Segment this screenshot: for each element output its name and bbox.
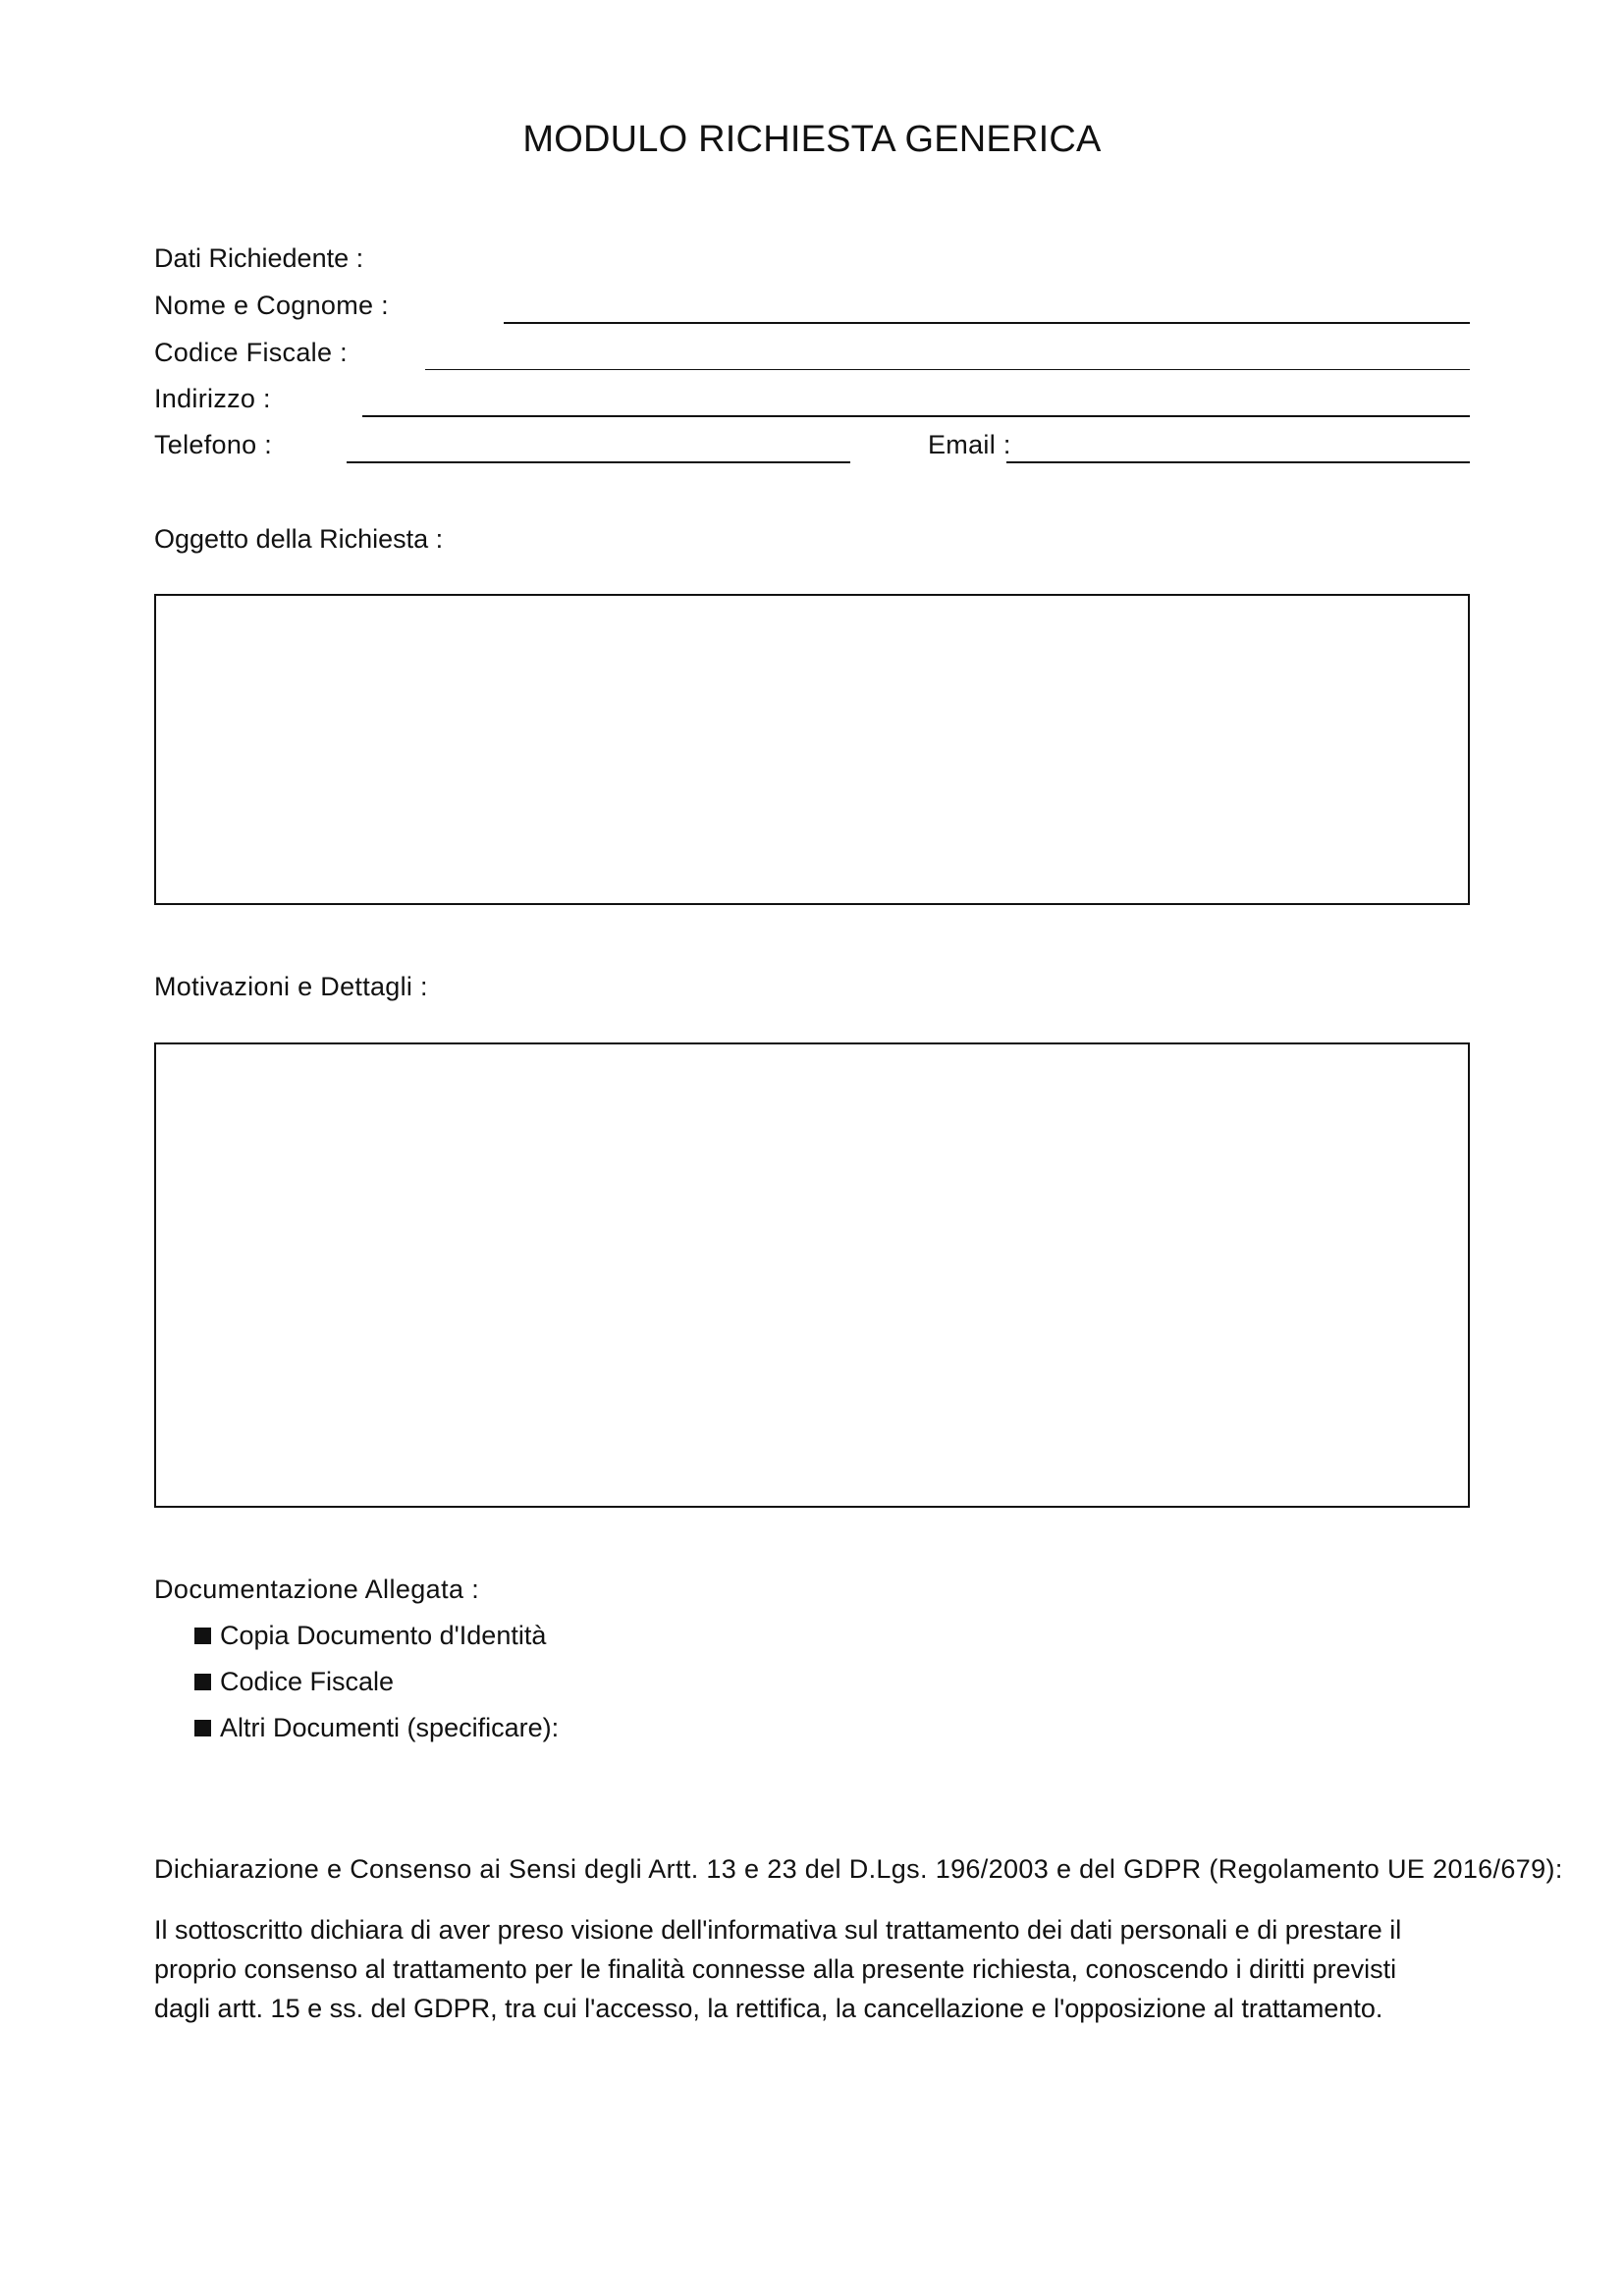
name-label: Nome e Cognome : bbox=[154, 291, 389, 320]
subject-label: Oggetto della Richiesta : bbox=[154, 524, 444, 554]
checkbox-square-icon[interactable] bbox=[194, 1628, 211, 1644]
consent-line: Il sottoscritto dichiara di aver preso visione dell'informativa sul trattamento dei dati personali e di prestare il bbox=[154, 1915, 1402, 1945]
consent-line: dagli artt. 15 e ss. del GDPR, tra cui l'accesso, la rettifica, la cancellazione e l'opposizione al trattamento. bbox=[154, 1994, 1383, 2023]
form-title-text: MODULO RICHIESTA GENERICA bbox=[522, 119, 1102, 160]
subject-textarea[interactable] bbox=[154, 594, 1470, 905]
consent-title: Dichiarazione e Consenso ai Sensi degli Artt. 13 e 23 del D.Lgs. 196/2003 e del GDPR (Regolamento UE 2016/679): bbox=[154, 1854, 1563, 1884]
attachments-label: Documentazione Allegata : bbox=[154, 1575, 480, 1604]
attachment-item-tax-code[interactable] bbox=[194, 1667, 394, 1697]
address-label: Indirizzo : bbox=[154, 384, 271, 413]
tax-code-field[interactable] bbox=[425, 369, 1470, 370]
email-label: Email : bbox=[928, 430, 1011, 459]
tax-code-label: Codice Fiscale : bbox=[154, 338, 348, 367]
checkbox-square-icon[interactable] bbox=[194, 1720, 211, 1736]
email-field[interactable] bbox=[1006, 461, 1470, 463]
checkbox-square-icon[interactable] bbox=[194, 1674, 211, 1690]
attachment-item-other[interactable] bbox=[194, 1713, 559, 1743]
attachment-item-label: Codice Fiscale bbox=[220, 1667, 395, 1696]
attachment-item-id-copy[interactable] bbox=[194, 1621, 546, 1651]
applicant-section-label: Dati Richiedente : bbox=[154, 243, 364, 273]
attachment-item-label: Altri Documenti (specificare): bbox=[220, 1713, 560, 1742]
attachment-item-label: Copia Documento d'Identità bbox=[220, 1621, 547, 1650]
consent-paragraph bbox=[154, 1910, 1529, 2028]
name-field[interactable] bbox=[504, 322, 1470, 324]
consent-line: proprio consenso al trattamento per le finalità connesse alla presente richiesta, conoscendo i diritti previsti bbox=[154, 1954, 1397, 1984]
phone-label: Telefono : bbox=[154, 430, 273, 459]
phone-field[interactable] bbox=[347, 461, 850, 463]
address-field[interactable] bbox=[362, 415, 1470, 417]
form-title bbox=[0, 119, 1624, 161]
details-label: Motivazioni e Dettagli : bbox=[154, 972, 428, 1001]
details-textarea[interactable] bbox=[154, 1042, 1470, 1508]
